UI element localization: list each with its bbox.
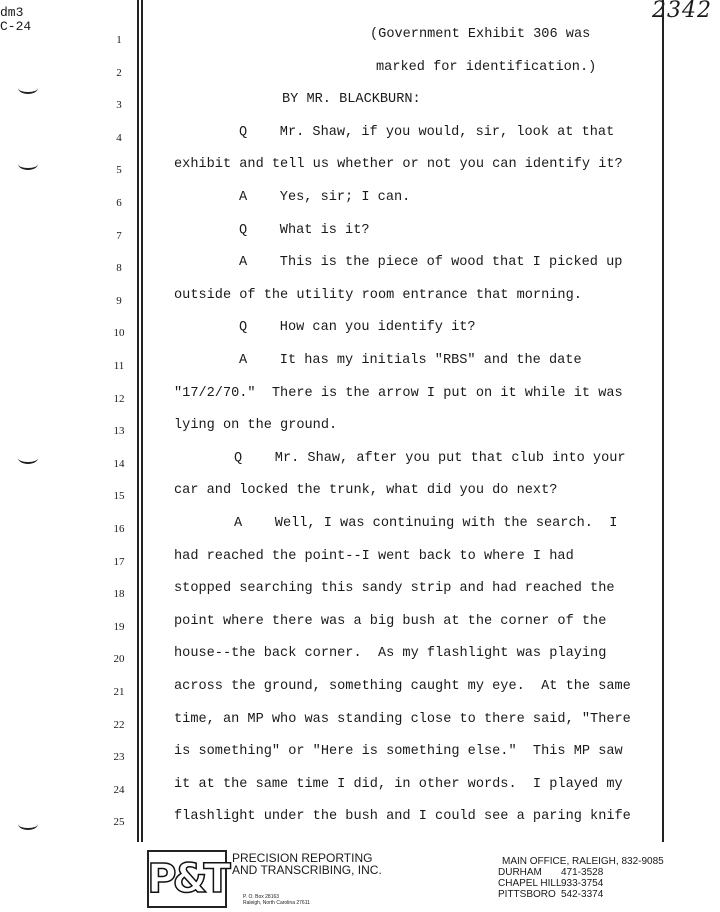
office-phone: 933-3754 [561, 878, 604, 889]
line-number: 10 [113, 327, 125, 340]
line-number: 20 [113, 653, 125, 666]
line-number: 9 [116, 294, 122, 307]
line-number: 5 [116, 164, 122, 177]
transcript-line: stopped searching this sandy strip and had reached the [174, 581, 615, 597]
office-city: CHAPEL HILL [498, 878, 562, 889]
line-number: 21 [113, 686, 125, 698]
transcript-code [0, 6, 31, 34]
office-phone: 542-3374 [561, 889, 604, 900]
transcript-line: across the ground, something caught my eye. At the same [174, 679, 631, 694]
office-row [498, 878, 664, 889]
reporter-footer [0, 848, 720, 912]
line-number: 19 [113, 620, 125, 633]
punch-mark [18, 452, 38, 464]
punch-mark [18, 818, 38, 830]
office-row [498, 889, 664, 900]
line-number: 17 [113, 555, 125, 568]
page-number: 2342 [652, 0, 712, 23]
line-number: 6 [116, 197, 122, 209]
address-line-2: Raleigh, North Carolina 27611 [243, 900, 310, 906]
line-number: 14 [113, 457, 125, 470]
line-number: 25 [113, 816, 125, 829]
line-number: 2 [116, 66, 122, 79]
transcript-line: time, an MP who was standing close to there said, "There [174, 711, 631, 727]
transcript-line: lying on the ground. [174, 418, 338, 434]
company-name-line-1: PRECISION REPORTING [232, 851, 373, 865]
office-row [498, 867, 664, 878]
line-number: 16 [113, 523, 125, 535]
line-number: 4 [116, 131, 122, 144]
office-list [498, 856, 664, 900]
line-number: 22 [113, 718, 125, 731]
transcript-line: Q What is it? [239, 222, 370, 238]
line-number: 3 [116, 99, 122, 112]
company-name [232, 852, 382, 876]
address-line-1: P. O. Box 28163 [243, 894, 280, 900]
transcript-line: point where there was a big bush at the corner of the [174, 613, 607, 629]
line-number: 18 [113, 588, 125, 601]
line-number: 12 [113, 392, 125, 405]
punch-mark [18, 158, 38, 170]
transcript-line: it at the same time I did, in other words. I played my [174, 776, 623, 792]
office-city: PITTSBORO [498, 889, 556, 900]
margin-rule-left-inner [141, 0, 143, 842]
transcript-line: (Government Exhibit 306 was [370, 27, 591, 42]
transcript-line: house--the back corner. As my flashlight was playing [174, 646, 607, 662]
punch-mark [18, 82, 38, 94]
transcript-line: is something" or "Here is something else." This MP saw [174, 744, 623, 760]
transcript-line: A Yes, sir; I can. [239, 190, 411, 205]
company-name-line-2: AND TRANSCRIBING, INC. [232, 863, 382, 877]
transcript-line: car and locked the trunk, what did you do next? [174, 483, 558, 499]
line-number: 13 [113, 425, 125, 438]
line-number: 1 [116, 34, 122, 46]
transcript-line: BY MR. BLACKBURN: [282, 92, 421, 108]
transcript-line: A It has my initials "RBS" and the date [239, 353, 582, 368]
transcript-line: had reached the point--I went back to where I had [174, 548, 574, 564]
line-number: 24 [113, 783, 125, 796]
transcript-line: A Well, I was continuing with the search. I [234, 516, 618, 531]
transcript-line: "17/2/70." There is the arrow I put on it while it was [174, 385, 623, 401]
transcript-line: exhibit and tell us whether or not you can identify it? [174, 157, 623, 173]
transcript-line: Q Mr. Shaw, if you would, sir, look at that [239, 124, 615, 140]
main-office: MAIN OFFICE, RALEIGH, 832-9085 [502, 856, 664, 867]
office-phone: 471-3528 [561, 867, 604, 878]
line-number: 15 [113, 490, 125, 503]
transcript-line: Q Mr. Shaw, after you put that club into your [234, 450, 626, 466]
line-number: 7 [116, 229, 122, 242]
company-address [243, 894, 310, 906]
margin-rule-left-outer [137, 0, 139, 842]
transcript-line: Q How can you identify it? [239, 320, 476, 336]
line-number: 11 [113, 360, 125, 372]
margin-rule-right [662, 0, 664, 842]
line-number: 8 [116, 262, 122, 275]
office-city: DURHAM [498, 867, 542, 878]
line-number: 23 [113, 751, 125, 764]
company-logo: P&T [147, 850, 227, 908]
transcript-line: A This is the piece of wood that I picked up [239, 255, 623, 271]
corner-code-1: dm3 [0, 5, 24, 20]
transcript-line: marked for identification.) [376, 59, 597, 75]
transcript-line: flashlight under the bush and I could see a paring knife [174, 809, 631, 825]
transcript-line: outside of the utility room entrance that morning. [174, 287, 582, 303]
corner-code-2: C-24 [0, 19, 32, 34]
